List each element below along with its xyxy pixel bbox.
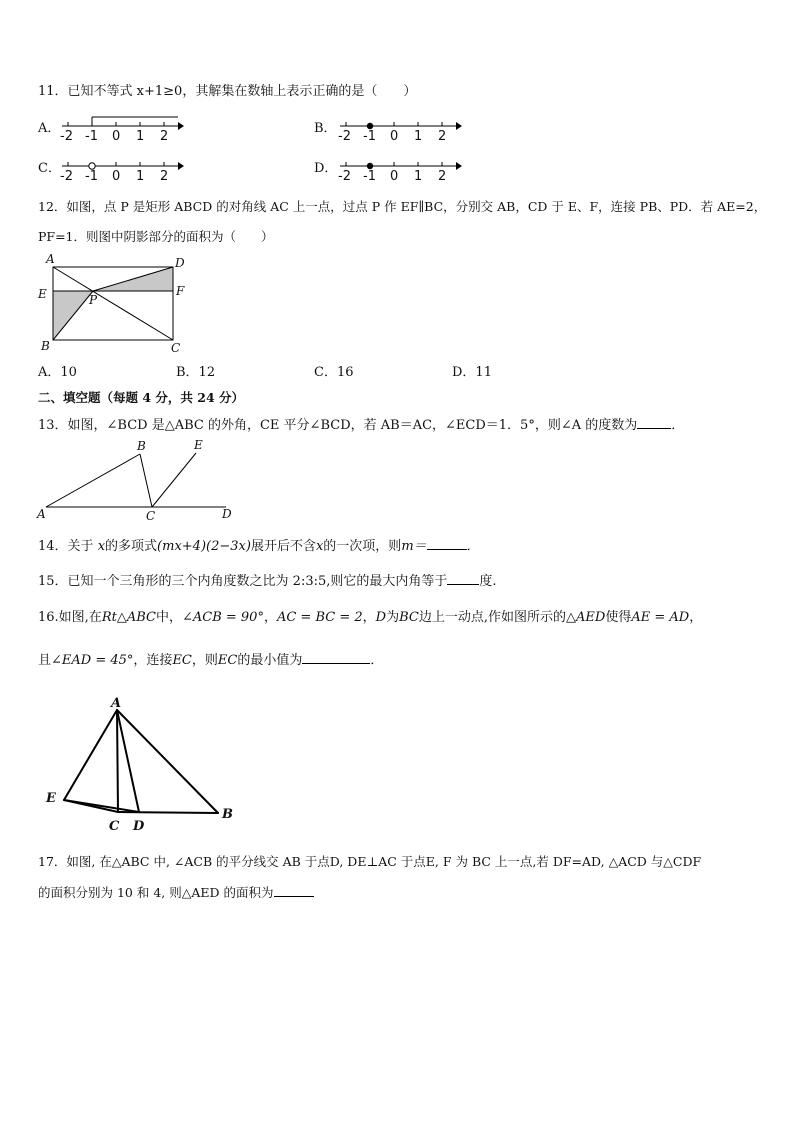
q15-end: 度.	[479, 574, 497, 589]
q16-math: ∠ACB = 90°	[181, 610, 264, 625]
q15-text	[38, 572, 497, 590]
tick-label: -2	[338, 169, 351, 184]
label-c: C	[171, 341, 181, 355]
section-heading-fill-blank: 二、填空题（每题 4 分，共 24 分）	[38, 390, 245, 405]
q15-answer-blank[interactable]	[447, 572, 479, 585]
q16-math: Rt△ABC	[101, 610, 156, 625]
tick-label: -1	[85, 129, 98, 144]
label-b: B	[41, 339, 50, 353]
tick-label: 1	[414, 169, 423, 184]
q12-rectangle-figure	[36, 254, 196, 354]
q11-option-d-label: D．	[314, 161, 338, 176]
q14-mid3: 的一次项，则	[323, 539, 402, 554]
tick-label: -1	[363, 169, 376, 184]
q16-part: ，	[689, 610, 703, 625]
q11-option-a-label: A．	[38, 121, 61, 136]
label-e: E	[38, 287, 47, 301]
label-p: P	[89, 293, 98, 307]
q16-part: 的最小值为	[237, 653, 303, 668]
number-line-c	[60, 152, 185, 184]
q13-end: ．	[671, 418, 685, 433]
q17-text-line1: 17．如图, 在△ABC 中, ∠ACB 的平分线交 AB 于点D, DE⊥AC 于点E, F 为 BC 上一点,若 DF=AD, △ACD 与△CDF	[38, 854, 702, 869]
q15-question: 15．已知一个三角形的三个内角度数之比为 2:3:5,则它的最大内角等于	[38, 574, 448, 589]
q16-part: 使得	[605, 610, 632, 625]
q11-text: 11．已知不等式 x+1≥0，其解集在数轴上表示正确的是（ ）	[38, 84, 417, 99]
q16-part: ，连接	[133, 653, 173, 668]
q14-answer-blank[interactable]	[427, 537, 467, 550]
q12-option-c: C．16	[314, 365, 354, 380]
q16-part: ，	[362, 610, 376, 625]
q16-math: △AED	[566, 610, 606, 625]
q16-part: ，则	[191, 653, 218, 668]
q11-option-c-label: C．	[38, 161, 61, 176]
q16-triangle-figure	[40, 694, 240, 834]
q16-math: D	[375, 610, 387, 625]
tick-label: 2	[160, 169, 169, 184]
q16-part: 中，	[155, 610, 182, 625]
tick-label: 0	[112, 169, 121, 184]
label-e: E	[194, 438, 203, 452]
tick-label: -1	[85, 169, 98, 184]
q13-question: 13．如图，∠BCD 是△ABC 的外角，CE 平分∠BCD，若 AB＝AC，∠ECD＝1．5°，则∠A 的度数为	[38, 418, 638, 433]
label-a: A	[46, 252, 55, 266]
q14-mid2: 展开后不含	[250, 539, 316, 554]
q16-math: BC	[399, 610, 419, 625]
label-b: B	[137, 439, 146, 453]
q16-text-line1	[38, 610, 702, 626]
q16-math: AE = AD	[631, 610, 690, 625]
q16-part: 边上一动点,作如图所示的	[418, 610, 566, 625]
label-d: D	[175, 256, 185, 270]
q16-math: EC	[172, 653, 192, 668]
number-line-b	[338, 112, 463, 144]
q12-option-d: D．11	[452, 365, 492, 380]
q17-text-line2	[38, 884, 314, 901]
q16-part: 16.如图,在	[38, 610, 102, 625]
q16-answer-blank[interactable]	[302, 651, 370, 664]
q14-mid: 的多项式	[105, 539, 158, 554]
tick-label: 0	[112, 129, 121, 144]
number-line-a	[60, 112, 185, 144]
q17-answer-blank[interactable]	[274, 884, 314, 897]
label-f: F	[176, 284, 185, 298]
q14-m: m＝	[401, 539, 427, 554]
number-line-d	[338, 152, 463, 184]
q14-text	[38, 537, 480, 555]
label-a: A	[111, 696, 122, 711]
q16-part: 且	[38, 653, 52, 668]
q13-text	[38, 416, 684, 434]
tick-label: 1	[136, 169, 145, 184]
tick-label: 0	[390, 169, 399, 184]
q14-polynomial: (mx+4)(2−3x)	[157, 539, 251, 554]
tick-label: 2	[438, 129, 447, 144]
q12-text-line2: PF=1．则图中阴影部分的面积为（ ）	[38, 229, 274, 244]
tick-label: 2	[160, 129, 169, 144]
q16-part: ，	[263, 610, 277, 625]
q16-math: ∠EAD = 45°	[51, 653, 134, 668]
label-c: C	[109, 819, 120, 834]
label-c: C	[146, 509, 156, 523]
q16-part: ．	[370, 653, 384, 668]
tick-label: -2	[338, 129, 351, 144]
q14-pre: 14．关于	[38, 539, 94, 554]
tick-label: 1	[136, 129, 145, 144]
label-d: D	[222, 507, 232, 521]
q16-part: 为	[386, 610, 400, 625]
q14-var-x: x	[97, 539, 106, 554]
tick-label: -2	[60, 129, 73, 144]
q14-var-x2: x	[315, 539, 324, 554]
q14-end: ．	[466, 539, 480, 554]
q12-option-b: B．12	[176, 365, 216, 380]
q17-question: 的面积分别为 10 和 4, 则△AED 的面积为	[38, 885, 274, 900]
q16-math: EC	[217, 653, 238, 668]
q11-option-b-label: B．	[314, 121, 337, 136]
q16-math: AC = BC = 2	[276, 610, 363, 625]
tick-label: -2	[60, 169, 73, 184]
q12-option-a: A．10	[38, 365, 77, 380]
q13-triangle-figure	[36, 438, 236, 522]
q12-text-line1: 12．如图，点 P 是矩形 ABCD 的对角线 AC 上一点，过点 P 作 EF∥BC，分别交 AB，CD 于 E、F，连接 PB、PD．若 AE=2，	[38, 199, 767, 214]
label-a: A	[37, 507, 46, 521]
tick-label: 1	[414, 129, 423, 144]
label-b: B	[222, 807, 233, 822]
label-d: D	[133, 819, 145, 834]
q13-answer-blank[interactable]	[637, 416, 671, 429]
tick-label: 0	[390, 129, 399, 144]
label-e: E	[46, 791, 56, 806]
tick-label: 2	[438, 169, 447, 184]
tick-label: -1	[363, 129, 376, 144]
q16-text-line2	[38, 651, 383, 669]
